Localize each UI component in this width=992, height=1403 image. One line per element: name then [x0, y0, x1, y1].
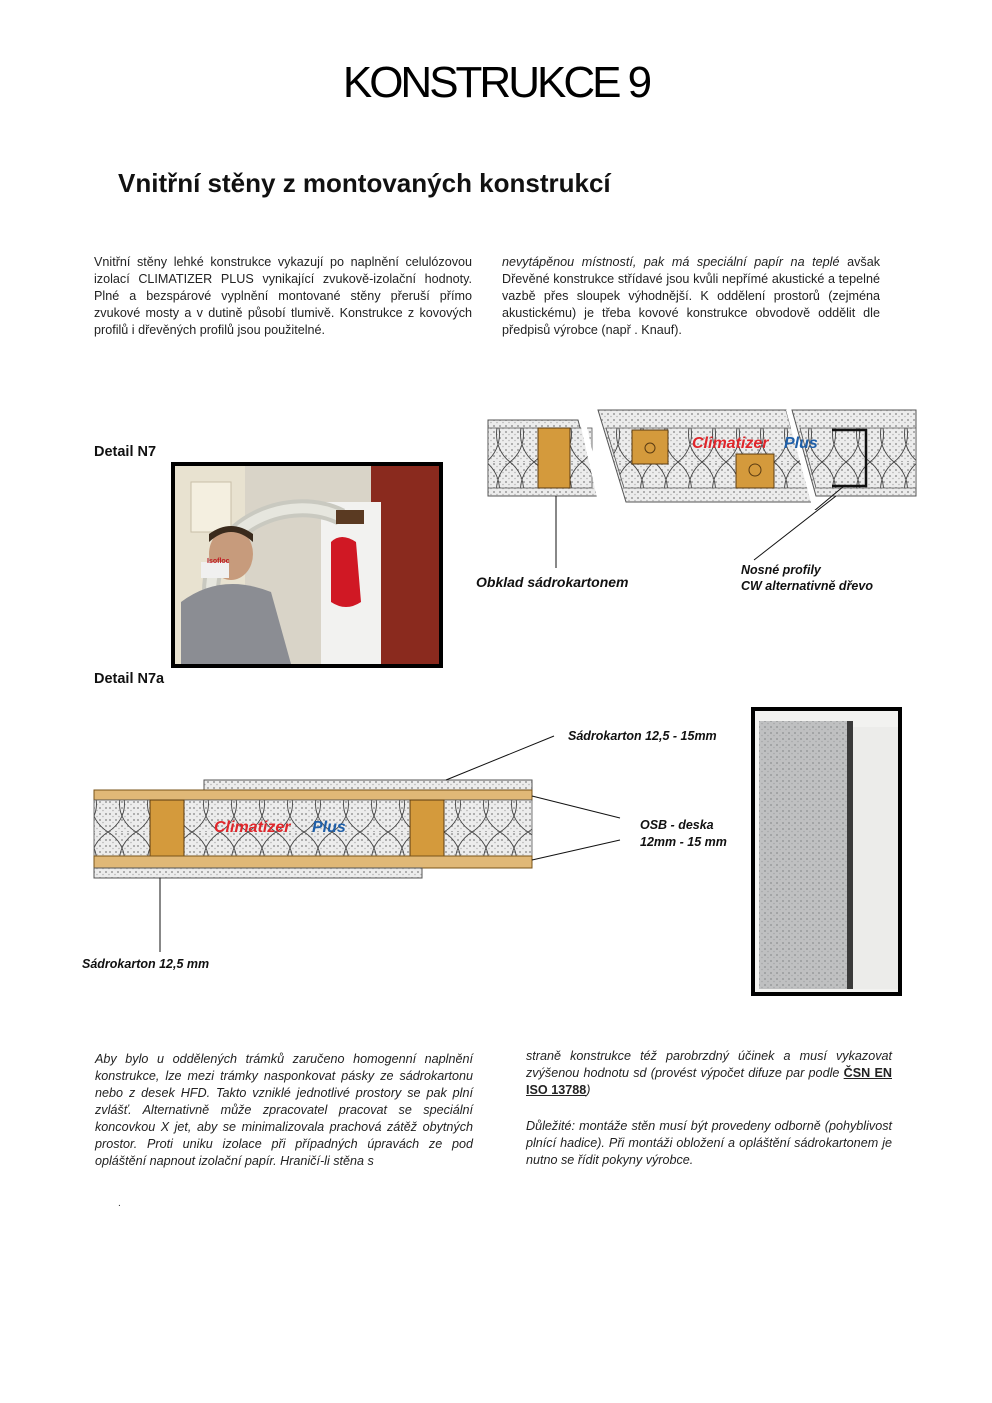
- label-cladding: Obklad sádrokartonem: [476, 574, 629, 590]
- detail-n7-leaders: [486, 496, 920, 576]
- intro-left-paragraph: Vnitřní stěny lehké konstrukce vykazují po naplnění celulózovou izolací CLIMATIZER PLUS vynikající zvukově-izolační hodnoty. Plné a bezspárové vyplnění montované stěny přeruší přímo zvukové mosty a v dutině působí tlumivě. Konstrukce z kovových profilů i dřevěných profilů jsou použitelné.: [94, 255, 472, 337]
- bottom-left-paragraph: Aby bylo u oddělených trámků zaručeno homogenní naplnění konstrukce, lze mezi trámky nasponkovat pásky ze sádrokartonu nebo z desek HFD. Takto vzniklé jednotlivé prostory se pak plní zvlášť. Alternativně může zpracovatel pracovat se speciální koncovkou X jet, aby se minimalizovala prachová zátěž obytných prostor. Proti uniku izolace při případných úpravách ze pod opláštění napnout izolační papír. Hraničí-li stěna s: [95, 1052, 473, 1168]
- detail-n7-diagram: [486, 406, 920, 510]
- label-osb-line1: OSB - deska: [640, 818, 714, 832]
- bottom-left-tail: .: [118, 1198, 121, 1209]
- label-osb-line2: 12mm - 15 mm: [640, 835, 727, 849]
- installer-photo-illustration: [171, 462, 443, 668]
- label-profiles-line1: Nosné profily: [741, 563, 821, 577]
- label-gypsum-top: Sádrokarton 12,5 - 15mm: [568, 729, 717, 743]
- osb-bottom: [94, 856, 532, 868]
- brand-blue-n7a: Plus: [312, 819, 346, 836]
- intro-right-paragraph: nevytápěnou místností, pak má speciální papír na teplé avšak Dřevěné konstrukce střídavé jsou kvůli nepřímé akustické a tepelné vazbě přes sloupek výhodnější. K oddělení prostorů (zejména akustickému) je třeba kovové konstrukce obvodově oddělit dle předpisů výrobce (např . Knauf).: [502, 255, 880, 337]
- wood-stud-left: [538, 428, 570, 488]
- label-gypsum-bottom: Sádrokarton 12,5 mm: [82, 957, 210, 971]
- osb-top: [94, 790, 532, 800]
- wood-stud-a: [150, 800, 184, 856]
- bottom-right-paragraph-1: [526, 1048, 892, 1099]
- detail-n7a-heading: Detail N7a: [94, 671, 165, 687]
- detail-n7-photo: [171, 462, 443, 668]
- page-title: KONSTRUKCE 9: [342, 58, 650, 107]
- brand-blue-n7: Plus: [784, 435, 818, 452]
- bottom-right-p1-text: straně konstrukce též parobrzdný účinek a musí vykazovat zvýšenou hodnotu sd (provést výpočet difuze par podle: [526, 1049, 892, 1080]
- wood-stud-b: [410, 800, 444, 856]
- standard-reference: ČSN EN ISO 13788: [526, 1066, 892, 1097]
- wood-stud-upper: [632, 430, 668, 464]
- wood-stud-lower: [736, 454, 774, 488]
- detail-n7a-photo: [751, 707, 902, 996]
- detail-n7-heading: Detail N7: [94, 444, 157, 460]
- bottom-right-paragraph-2: Důležité: montáže stěn musí být provedeny odborně (pohyblivost plnící hadice). Při montáži obložení a opláštění sádrokartonem je nutno se řídit pokyny výrobce.: [526, 1119, 892, 1167]
- brand-red-n7: Climatizer: [692, 435, 769, 452]
- gypsum-bottom: [94, 868, 422, 878]
- gypsum-top: [204, 780, 532, 790]
- label-profiles-line2: CW alternativně dřevo: [741, 579, 873, 593]
- brand-red-n7a: Climatizer: [214, 819, 291, 836]
- wall-cavity-photo-illustration: [751, 707, 902, 996]
- bottom-right-p1-close: ): [586, 1083, 591, 1097]
- page-subtitle: Vnitřní stěny z montovaných konstrukcí: [118, 168, 611, 198]
- photo-badge: Isofloc: [207, 558, 230, 565]
